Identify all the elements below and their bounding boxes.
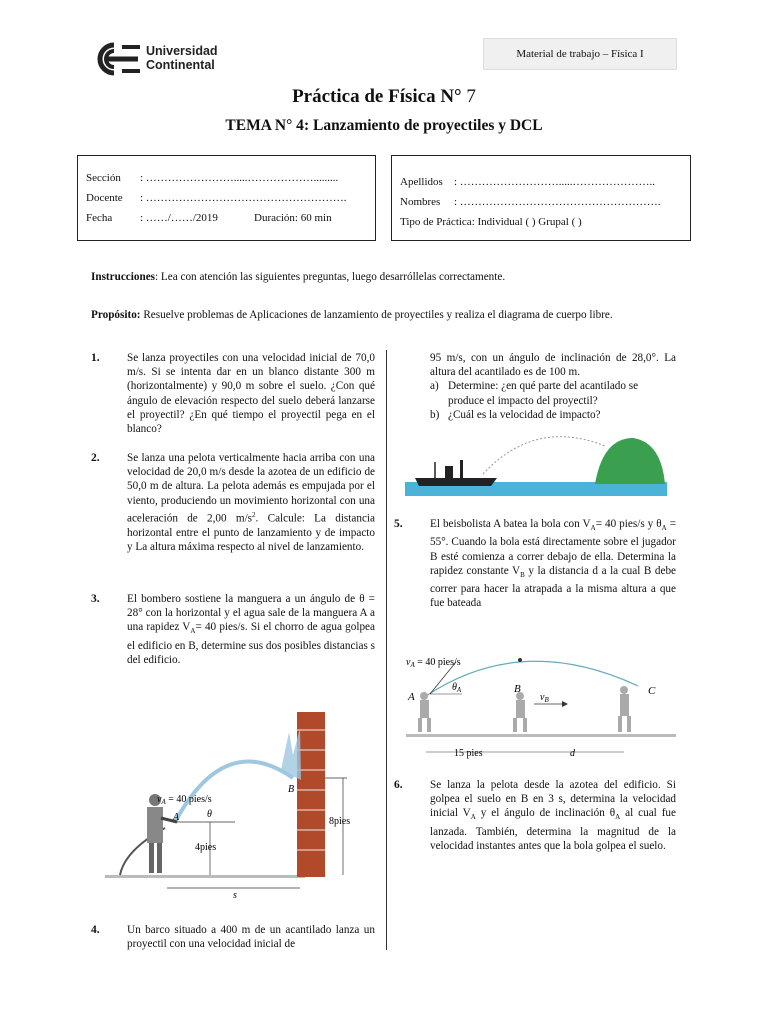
nombres-field[interactable]: : ……………………………………………….: [454, 196, 661, 208]
theta-label: θ: [207, 809, 212, 820]
theta-a-label: $\theta_A$: [452, 682, 462, 694]
material-label: Material de trabajo – Física I: [483, 38, 677, 70]
ground: [105, 875, 305, 878]
trajectory: [483, 437, 605, 474]
fecha-label: Fecha: [86, 212, 113, 224]
seccion-field[interactable]: : …………………….....……………….........: [140, 172, 339, 184]
building-icon: [297, 712, 325, 877]
option-a-label: a): [430, 380, 439, 393]
baseball-figure: [402, 640, 678, 768]
q5-t2: = 40 pies/s y θ: [595, 518, 662, 530]
question-text: [127, 451, 375, 554]
fecha-field[interactable]: : ……/……/2019: [140, 212, 218, 224]
question-text: Un barco situado a 400 m de un acantilado lanza un proyectil con una velocidad inicial de: [127, 924, 375, 951]
option-b: [430, 408, 676, 422]
question-number: 1.: [91, 352, 100, 364]
form-left-box: [77, 155, 376, 241]
point-a-label: A: [173, 812, 180, 823]
height-8-label: 8pies: [329, 816, 351, 827]
point-b-label: B: [288, 784, 295, 795]
option-a: [430, 379, 676, 407]
subscript: B: [520, 571, 525, 580]
page-subtitle: [0, 117, 768, 135]
ground: [406, 734, 676, 737]
question-3: [91, 592, 375, 667]
subscript: A: [470, 813, 476, 822]
seccion-label: Sección: [86, 172, 121, 184]
catcher-c-icon: [618, 686, 631, 732]
title-main: Práctica de Física N°: [292, 86, 462, 107]
question-1: [91, 351, 375, 436]
question-text: Se lanza proyectiles con una velocidad inicial de 70,0 m/s. Si se intenta dar en un blanco distante 300 m (horizontalmente) y 90,0 m sobre el suelo. ¿Con qué ángulo de elevación respecto del suelo deberá lanzarse el proyectil? ¿En qué tiempo el proyectil pega en el blanco?: [127, 352, 375, 436]
q5-t3: = 55°. Cuando la bola está directamente sobre el jugador B esté comienza a correr debajo de ella. Determina la rapidez constante V: [430, 518, 677, 577]
subscript: A: [661, 524, 667, 533]
va-label: $v_A = 40$ pies/s: [157, 794, 212, 806]
apellidos-field[interactable]: : ……………………….....…………………..: [454, 176, 656, 188]
option-b-label: b): [430, 408, 440, 421]
apellidos-label: Apellidos: [400, 176, 443, 188]
tipo-practica: Tipo de Práctica: Individual ( ) Grupal ( ): [400, 216, 582, 228]
purpose-text: Resuelve problemas de Aplicaciones de lanzamiento de proyectiles y realiza el diagrama de cuerpo libre.: [140, 309, 613, 321]
question-text-b: . Calcule: La distancia horizontal entre el punto de lanzamiento y de impacto y La altura máxima respecto al nivel de lanzamiento.: [127, 512, 375, 553]
question-number: 2.: [91, 452, 100, 464]
option-a-text: Determine: ¿en qué parte del acantilado se produce el impacto del proyectil?: [448, 380, 639, 407]
column-divider: [386, 350, 387, 950]
question-4-continued: [430, 351, 676, 422]
question-number: 6.: [394, 779, 403, 791]
point-b-label: B: [514, 683, 521, 695]
question-text: [127, 592, 375, 667]
title-number: 7: [466, 86, 476, 107]
instructions-text: : Lea con atención las siguientes preguntas, luego desarróllelas correctamente.: [155, 271, 506, 283]
ship-cliff-figure: [405, 428, 670, 500]
question-number: 5.: [394, 518, 403, 530]
question-2: [91, 451, 375, 554]
point-c-label: C: [648, 685, 656, 697]
logo-text: [146, 44, 218, 72]
superscript: 2: [252, 510, 256, 519]
question-text-a: El bombero sostiene la manguera a un ángulo de θ = 28° con la horizontal y el agua sale de la manguera A a una rapidez V: [127, 593, 375, 634]
q5-t4: y la distancia d a la cual B debe correr para hacer la atrapada a la misma altura a que fue bateada: [430, 564, 676, 610]
distance-s-label: s: [233, 890, 237, 900]
va-label: $v_A = 40$ pies/s: [406, 657, 461, 669]
subscript: A: [590, 524, 596, 533]
q5-t1: El beisbolista A batea la bola con V: [430, 518, 591, 530]
q6-t1: Se lanza la pelota desde la azotea del edificio. Si golpea el suelo en B en 3 s, determina la velocidad inicial V: [430, 779, 676, 820]
question-5: [394, 517, 676, 611]
logo-line2: Continental: [146, 58, 215, 72]
question-text: [430, 517, 676, 611]
tema-label: TEMA N° 4: [225, 117, 304, 134]
point-a-label: A: [408, 691, 415, 703]
vb-label: $v_B$: [540, 692, 549, 704]
docente-field[interactable]: : ……………………………………………….: [140, 192, 347, 204]
distance-d-label: d: [570, 748, 575, 759]
distance-15-label: 15 pies: [454, 748, 483, 759]
tema-text: : Lanzamiento de proyectiles y DCL: [303, 117, 543, 134]
question-text-cont: 95 m/s, con un ángulo de inclinación de 28,0°. La altura del acantilado es de 100 m.: [430, 352, 676, 379]
question-number: 3.: [91, 593, 100, 605]
water-stream: [175, 762, 293, 822]
runner-b-icon: [513, 692, 527, 732]
nombres-label: Nombres: [400, 196, 441, 208]
duracion-text: Duración: 60 min: [254, 212, 332, 224]
subscript: A: [190, 627, 196, 636]
option-b-text: ¿Cuál es la velocidad de impacto?: [448, 408, 601, 421]
question-text-a: Se lanza una pelota verticalmente hacia arriba con una velocidad de 20,0 m/s desde la azotea de un edificio de 50,0 m de altura. La pelota además es empujada por el viento, produciendo un movimiento horizontal con una aceleración de 2,00 m/s: [127, 452, 375, 525]
ball-icon: [518, 658, 522, 662]
question-4: [91, 923, 375, 951]
page-title: [0, 86, 768, 108]
instructions: [91, 270, 677, 284]
docente-label: Docente: [86, 192, 123, 204]
ship-icon: [415, 478, 497, 486]
purpose-label: Propósito:: [91, 309, 141, 321]
cliff-icon: [595, 438, 665, 484]
question-6: [394, 778, 676, 853]
question-text-b: = 40 pies/s. Si el chorro de agua golpea el edificio en B, determine sus dos posibles distancias s del edificio.: [127, 621, 375, 667]
firefighter-figure: [105, 700, 375, 900]
q6-t3: al cual fue lanzada. También, determina la magnitud de la velocidad instantes antes que la bola golpea el suelo.: [430, 807, 676, 853]
form-right-box: [391, 155, 691, 241]
instructions-label: Instrucciones: [91, 271, 156, 283]
q6-t2: y el ángulo de inclinación θ: [475, 807, 616, 820]
question-text: [430, 778, 676, 853]
question-number: 4.: [91, 924, 100, 936]
height-4-label: 4pies: [195, 842, 217, 853]
logo-line1: Universidad: [146, 44, 218, 58]
batter-icon: [418, 692, 431, 732]
subscript: A: [615, 813, 621, 822]
purpose: [91, 308, 677, 322]
